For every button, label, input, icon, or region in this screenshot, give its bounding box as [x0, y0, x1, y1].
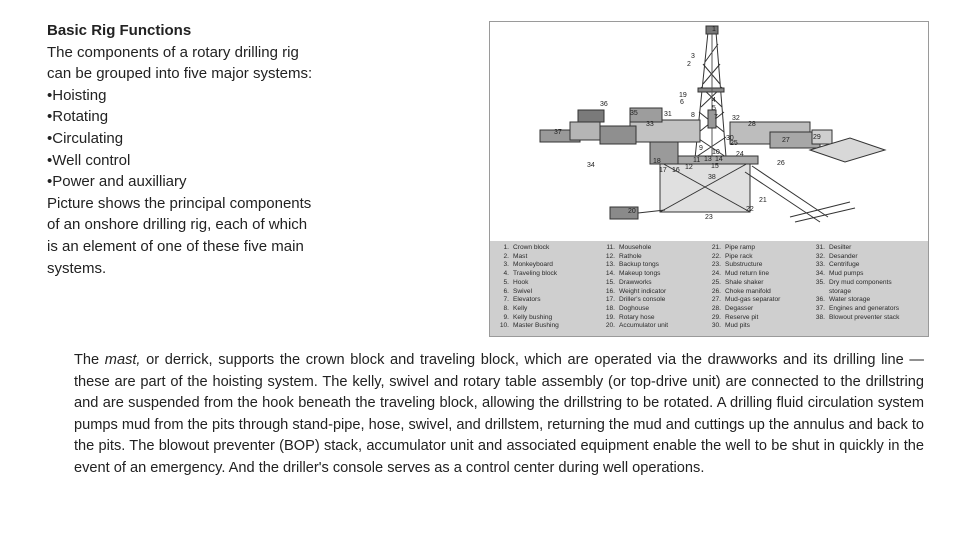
legend-item: 15. Drawworks: [605, 278, 652, 286]
legend-item: storage: [829, 287, 851, 295]
callout-2: 2: [687, 61, 691, 68]
callout-27: 27: [782, 137, 790, 144]
pipe-ramp-drawing: [745, 166, 855, 222]
callout-11: 11: [693, 157, 701, 164]
legend-item: 7. Elevators: [503, 296, 541, 304]
legend-item: 26. Choke manifold: [711, 287, 771, 295]
legend-item: 14. Makeup tongs: [605, 270, 661, 278]
legend-column-2: [602, 244, 668, 331]
callout-24: 24: [736, 151, 744, 158]
legend-item: 3. Monkeyboard: [503, 261, 553, 269]
legend-item: 12. Rathole: [605, 252, 642, 260]
monkeyboard-drawing: [698, 88, 724, 92]
legend-item: 24. Mud return line: [711, 270, 769, 278]
callout-15: 15: [711, 163, 719, 170]
intro-text-block: [47, 20, 357, 279]
callout-18: 18: [653, 158, 661, 165]
legend-item: 13. Backup tongs: [605, 261, 659, 269]
callout-21: 21: [759, 197, 767, 204]
legend-item: 22. Pipe rack: [711, 252, 753, 260]
legend-item: 4. Traveling block: [503, 270, 558, 278]
callout-6: 6: [680, 99, 684, 106]
intro-line: is an element of one of these five main: [47, 237, 304, 255]
bullet-well-control: •Well control: [47, 151, 131, 169]
legend-item: 11. Mousehole: [606, 244, 652, 251]
callout-22: 22: [746, 206, 754, 213]
intro-title: Basic Rig Functions: [47, 22, 192, 39]
callout-8: 8: [691, 112, 695, 119]
callout-30: 30: [726, 135, 734, 142]
body-lead: The: [74, 352, 105, 368]
legend-column-3: [708, 244, 780, 331]
callout-10: 10: [712, 149, 720, 156]
legend-item: 23. Substructure: [711, 261, 763, 269]
callout-25: 25: [730, 140, 738, 147]
legend-item: 37. Engines and generators: [815, 304, 900, 312]
legend-item: 1. Crown block: [503, 244, 550, 251]
callout-33: 33: [646, 121, 654, 128]
legend-item: 35. Dry mud components: [815, 278, 892, 286]
legend-item: 30. Mud pits: [711, 322, 750, 330]
legend-item: 28. Degasser: [711, 304, 754, 312]
callout-34: 34: [587, 162, 595, 169]
legend-item: 9. Kelly bushing: [503, 313, 553, 321]
callout-29: 29: [813, 134, 821, 141]
callout-38: 38: [708, 174, 716, 181]
callout-16: 16: [672, 167, 680, 174]
callout-28: 28: [748, 121, 756, 128]
legend-item: 31. Desilter: [815, 244, 852, 251]
legend-item: 36. Water storage: [815, 296, 871, 304]
bullet-rotating: •Rotating: [47, 108, 109, 126]
callout-1: 1: [712, 26, 716, 33]
callout-20: 20: [628, 208, 636, 215]
callout-4: 4: [712, 97, 716, 104]
callout-37: 37: [554, 129, 562, 136]
legend-item: 6. Swivel: [503, 287, 533, 295]
figure-legend: [490, 241, 928, 336]
legend-item: 29. Reserve pit: [711, 313, 759, 321]
mast-term: mast,: [104, 352, 141, 368]
legend-item: 16. Weight indicator: [605, 287, 667, 295]
body-paragraph: [74, 350, 924, 480]
legend-item: 10. Master Bushing: [499, 322, 559, 330]
callout-17: 17: [659, 167, 667, 174]
bullet-circulating: •Circulating: [47, 129, 124, 147]
intro-line: The components of a rotary drilling rig: [47, 43, 299, 61]
intro-line: of an onshore drilling rig, each of which: [47, 216, 308, 234]
callout-12: 12: [685, 164, 693, 171]
legend-item: 32. Desander: [815, 252, 858, 260]
callout-5: 5: [712, 105, 716, 112]
legend-column-1: [496, 244, 559, 331]
intro-line: Picture shows the principal components: [47, 194, 312, 212]
bullet-power-auxiliary: •Power and auxilliary: [47, 173, 187, 191]
legend-item: 5. Hook: [503, 278, 529, 286]
callout-13: 13: [704, 156, 712, 163]
callout-23: 23: [705, 214, 713, 221]
intro-line: can be grouped into five major systems:: [47, 65, 313, 83]
callout-36: 36: [600, 101, 608, 108]
legend-item: 38. Blowout preventer stack: [815, 313, 900, 321]
legend-item: 2. Mast: [503, 252, 528, 260]
body-rest: or derrick, supports the crown block and traveling block, which are operated via the drawworks and its drilling line — these are part of the hoisting system. The kelly, swivel and rotary table assembly (or top-drive unit) are connected to the drillstring and are suspended from the hook beneath the traveling block, allowing the drillstring to be rotated. A drilling fluid circulation system pumps mud from the pits through stand-pipe, hose, swivel, and drillstem, returning the mud and cuttings up the annulus and back to the pits. The blowout preventer (BOP) stack, accumulator unit and associated equipment enable the well to be shut in quickly in the event of an emergency. And the driller's console serves as a control center during well operations.: [74, 352, 925, 476]
legend-item: 27. Mud-gas separator: [711, 296, 781, 304]
legend-column-4: [812, 244, 899, 322]
legend-item: 19. Rotary hose: [605, 313, 655, 321]
callout-7: 7: [714, 114, 718, 121]
legend-item: 34. Mud pumps: [815, 270, 864, 278]
drilling-rig-illustration: [490, 22, 928, 241]
callout-19: 19: [679, 92, 687, 99]
callout-9: 9: [699, 145, 703, 152]
legend-item: 33. Centrifuge: [815, 261, 860, 269]
callout-3: 3: [691, 53, 695, 60]
callout-32: 32: [732, 115, 740, 122]
callout-31: 31: [664, 111, 672, 118]
legend-item: 18. Doghouse: [605, 304, 650, 312]
legend-item: 21. Pipe ramp: [711, 244, 756, 251]
intro-line: systems.: [47, 259, 107, 277]
callout-35: 35: [630, 110, 638, 117]
callout-26: 26: [777, 160, 785, 167]
drilling-rig-figure: [489, 21, 929, 337]
legend-item: 8. Kelly: [503, 304, 528, 312]
legend-item: 20. Accumulator unit: [605, 322, 669, 330]
callout-14: 14: [715, 156, 723, 163]
legend-item: 25. Shale shaker: [711, 278, 764, 286]
legend-item: 17. Driller's console: [605, 296, 666, 304]
bullet-hoisting: •Hoisting: [47, 86, 107, 104]
